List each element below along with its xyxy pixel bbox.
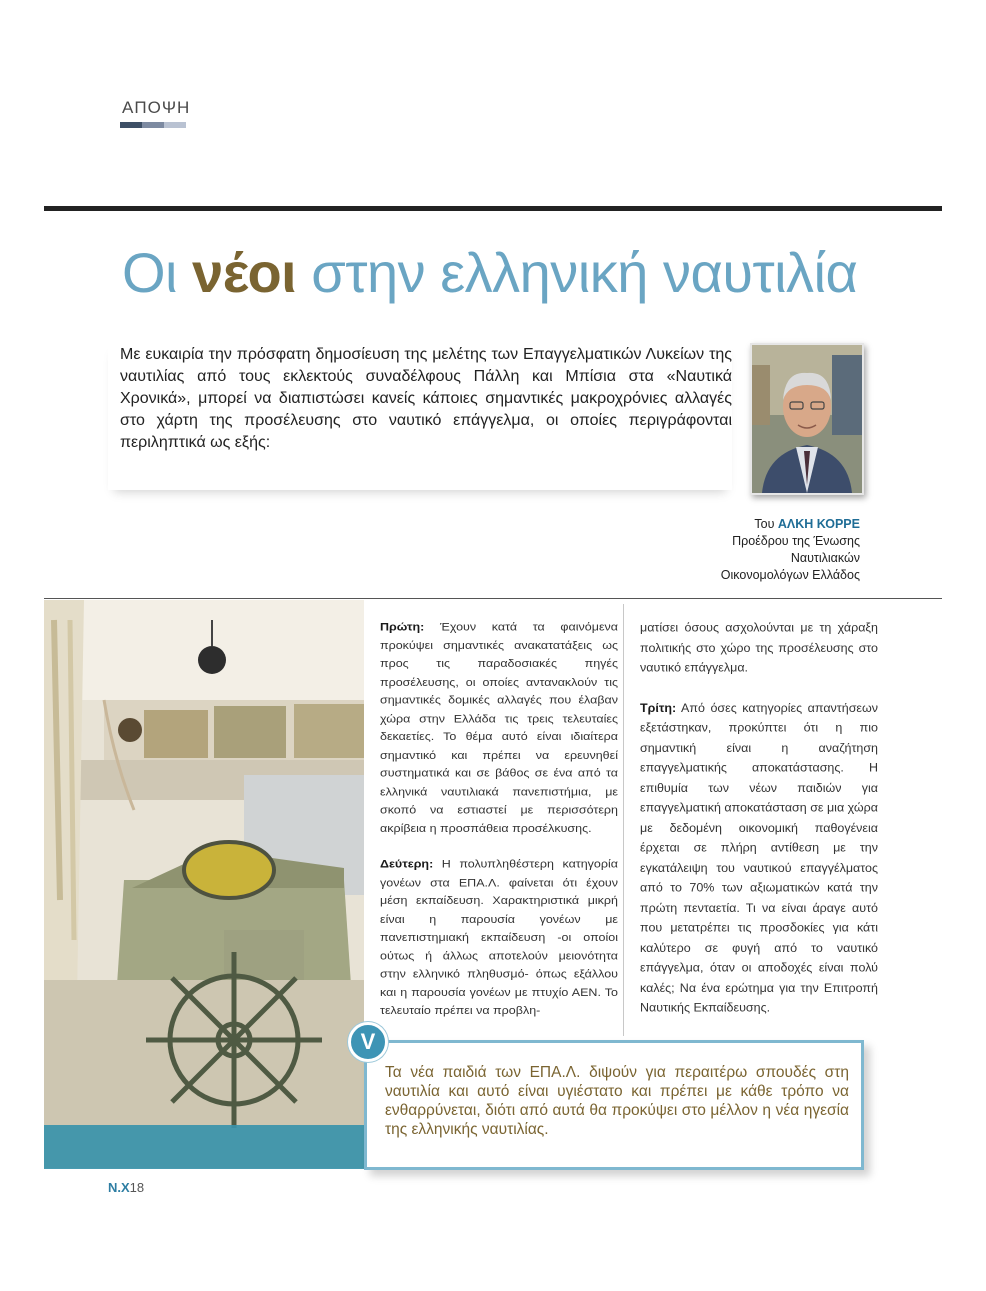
paragraph-text: Έχουν κατά τα φαινόμενα προκύψει σημαντικές ανακατατάξεις ως προς τις παραδοσιακές πηγές προσέλευσης, οι οποίες αντανακλούν τις σημαντικές δομικές αλλαγές που έλαβαν χώρα στην Ελλάδα τις τρεις τελευταίες δεκαετίες. Το θέμα αυτό είναι ιδιαίτερα σημαντικό και πρέπει να ερευνηθεί συστηματικά και σε βάθος σε ένα από τα ελληνικά ναυτιλιακά πανεπιστήμια, με σκοπό να εστιαστεί με περισσότερη ακρίβεια η προσπάθεια προσέλκυσης. [380, 620, 618, 835]
title-post: στην ελληνική ναυτιλία [296, 241, 858, 304]
section-bar-segment [164, 122, 186, 128]
page-title [122, 238, 857, 308]
author-portrait [750, 343, 864, 495]
magazine-brand: Ν.Χ [108, 1180, 130, 1195]
author-portrait-image [752, 345, 862, 493]
section-bar-segment [120, 122, 142, 128]
section-label: ΑΠΟΨΗ [122, 98, 191, 117]
article-column-1 [380, 618, 618, 1038]
author-role-line: Οικονομολόγων Ελλάδος [720, 568, 860, 582]
paragraph-first [380, 618, 618, 837]
author-role-line: Προέδρου της Ένωσης [732, 534, 860, 548]
paragraph-third [640, 698, 878, 1018]
page-number: 18 [129, 1180, 145, 1195]
magazine-v-badge-icon: V [348, 1022, 388, 1062]
ship-bridge-illustration [44, 600, 364, 1168]
lead-paragraph: Με ευκαιρία την πρόσφατη δημοσίευση της μελέτης των Επαγγελματικών Λυκείων της ναυτιλίας από τους εκλεκτούς συναδέλφους Πάλλη και Μπίσια στα «Ναυτικά Χρονικά», μπορεί να διαπιστώσει κανείς κάποιες σημαντικές μακροχρόνιες αλλαγές στο χάρτη της προσέλευσης στο ναυτικό επάγγελμα, οι οποίες περιγράφονται περιληπτικά ως εξής: [120, 346, 732, 451]
author-name: ΑΛΚΗ ΚΟΡΡΕ [777, 517, 860, 531]
photo-color-band [44, 1125, 364, 1169]
pull-quote-box [364, 1040, 864, 1170]
top-rule [44, 206, 942, 211]
paragraph-second [380, 855, 618, 1020]
title-pre: Οι [122, 241, 193, 304]
ship-bridge-photo [44, 600, 364, 1168]
title-emphasis: νέοι [192, 241, 297, 304]
paragraph-label: Πρώτη: [380, 620, 425, 634]
byline-author [721, 516, 860, 533]
article-column-2 [640, 618, 878, 1038]
byline-prefix: Του [754, 517, 778, 531]
column-divider [623, 604, 624, 1036]
paragraph-text: Η πολυπληθέστερη κατηγορία γονέων στα ΕΠΑ.Λ. φαίνεται ότι έχουν μέση εκπαίδευση. Χαρακτηριστικά μικρή είναι η παρουσία γονέων με πανεπιστημιακή εκπαίδευση -οι οποίοι ούτως ή άλλως αποτελούν μειονότητα στην ελληνικό πληθυσμό- όπως εξάλλου και η παρουσία γονέων με πτυχίο ΑΕΝ. Το τελευταίο πρέπει να προβλη- [380, 857, 618, 1017]
pull-quote-text: Τα νέα παιδιά των ΕΠΑ.Λ. διψούν για περαιτέρω σπουδές στη ναυτιλία και αυτό είναι υγιέστατο και πρέπει με κάθε τρόπο να ενθαρρύνεται, διότι από αυτά θα προκύψει στο μέλλον η νέα ηγεσία της ελληνικής ναυτιλίας. [385, 1064, 849, 1138]
paragraph-continued: ματίσει όσους ασχολούνται με τη χάραξη πολιτικής στο χώρο της προσέλευσης στο ναυτικό επάγγελμα. [640, 620, 878, 675]
byline [721, 516, 860, 584]
section-label-bar [120, 122, 186, 128]
section-divider [44, 598, 942, 599]
paragraph-text: Από όσες κατηγορίες απαντήσεων εξετάστηκαν, προκύπτει ότι η πιο σημαντική είναι η αναζήτηση επαγγελματικής αποκατάστασης. Η επιθυμία των νέων παιδιών για επαγγελματική αποκατάσταση σε μια χώρα με δεδομένη οικονομική παθογένεια έρχεται σε πλήρη αντίθεση με την εγκατάλειψη του ναυτικού επαγγέλματος από το 70% των αξιωματικών κατά την πρώτη πενταετία. Τι να είναι άραγε αυτό που μετατρέπει τις προσδοκίες για κάτι καλύτερο σε φυγή από το ναυτικό επάγγελμα, όταν οι αποδοχές είναι πολύ καλές; Να ένα ερώτημα για την Επιτροπή Ναυτικής Εκπαίδευσης. [640, 700, 878, 1015]
paragraph-label: Δεύτερη: [380, 857, 434, 871]
page-footer [108, 1180, 144, 1195]
paragraph-label: Τρίτη: [640, 700, 677, 715]
lead-box [108, 340, 732, 490]
author-role-line: Ναυτιλιακών [790, 551, 860, 565]
section-bar-segment [142, 122, 164, 128]
